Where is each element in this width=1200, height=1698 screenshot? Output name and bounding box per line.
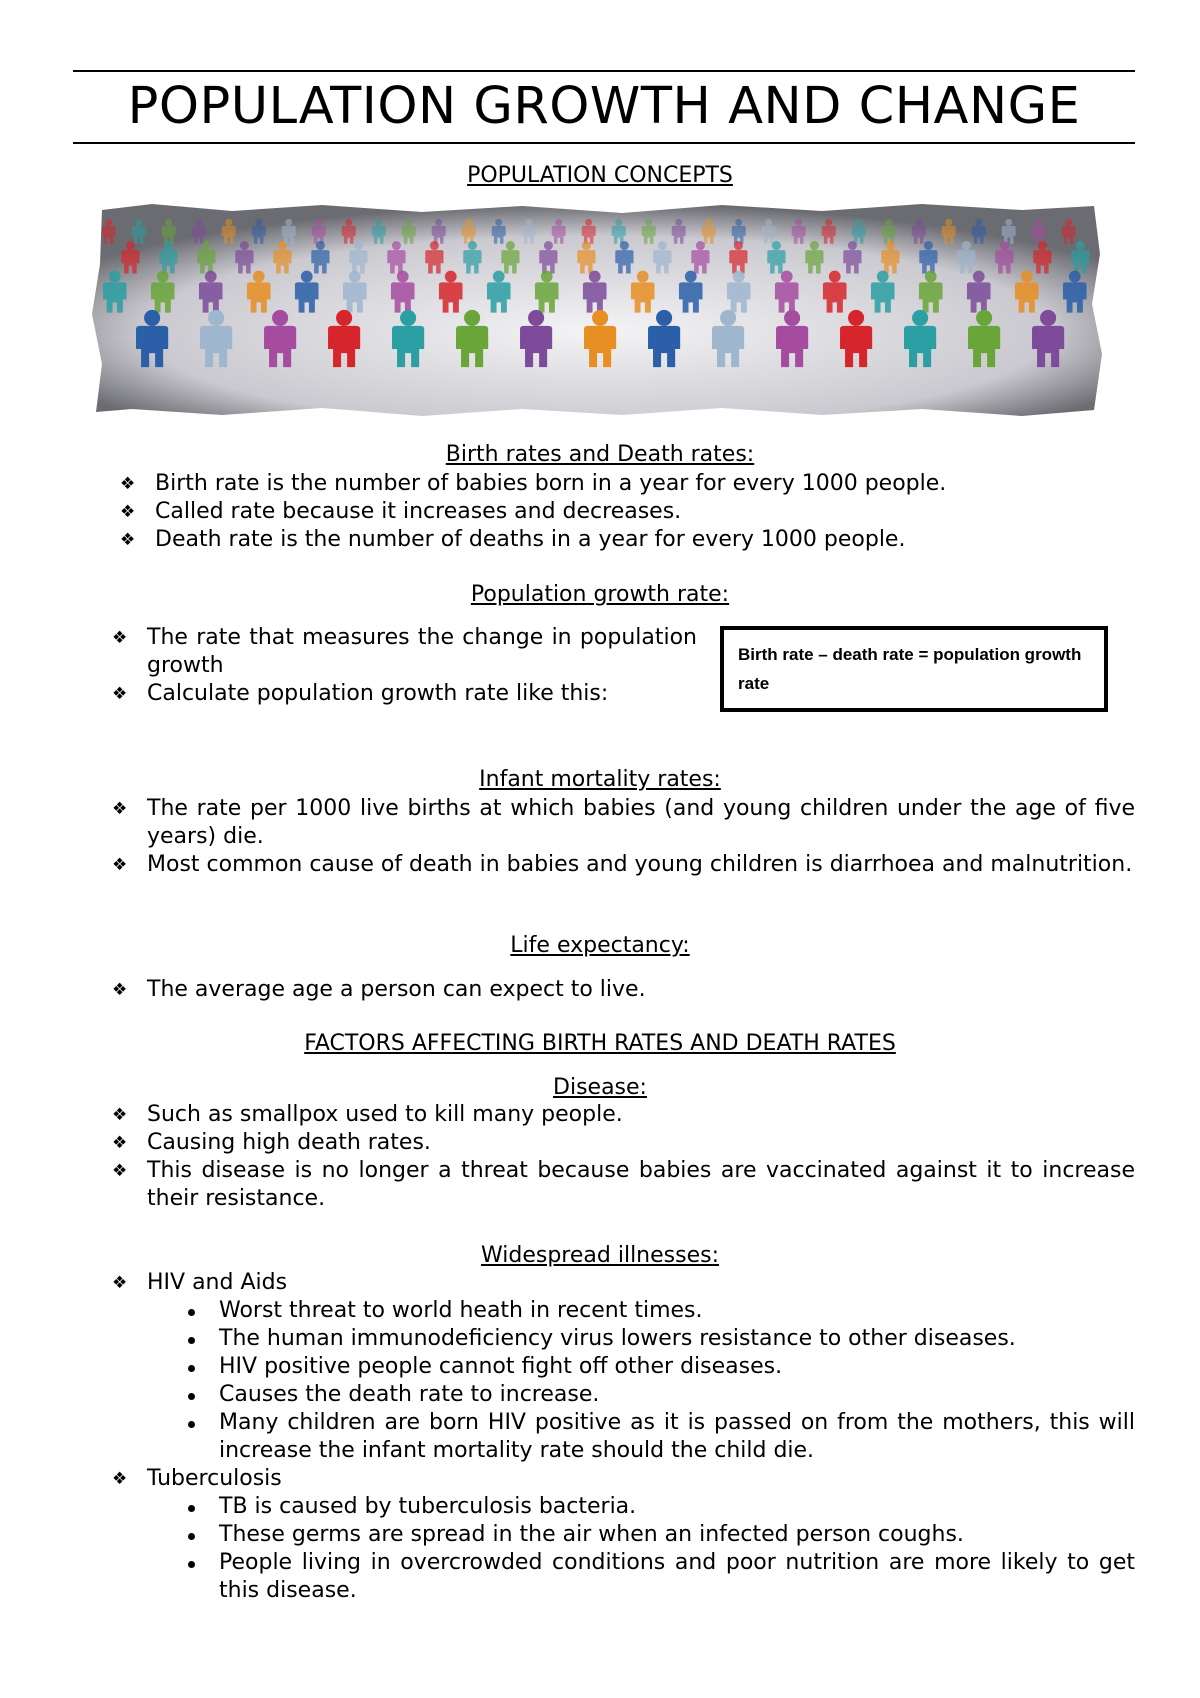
illnesses-list-tb [112, 1465, 1135, 1493]
list-item: People living in overcrowded conditions and poor nutrition are more likely to get this disease. [112, 1549, 1135, 1605]
section-heading-concepts: POPULATION CONCEPTS [467, 163, 733, 188]
growth-rate-list [112, 624, 697, 708]
diamond-bullet-icon: ❖ [120, 474, 136, 494]
heading-disease: Disease: [553, 1075, 647, 1100]
diamond-bullet-icon: ❖ [112, 1133, 128, 1153]
list-item: ❖ Such as smallpox used to kill many people. [112, 1102, 623, 1127]
diamond-bullet-icon: ❖ [112, 855, 128, 875]
list-item: ❖ The average age a person can expect to live. [112, 977, 646, 1002]
diamond-bullet-icon: ❖ [120, 502, 136, 522]
life-expectancy-list [112, 976, 1135, 1004]
diamond-bullet-icon: ❖ [112, 684, 128, 704]
list-item: ❖ Calculate population growth rate like this: [112, 681, 609, 706]
heading-growth-rate: Population growth rate: [470, 582, 730, 607]
disease-list [112, 1101, 1135, 1213]
diamond-bullet-icon: ❖ [112, 1273, 128, 1293]
list-item: HIV positive people cannot fight off other diseases. [112, 1353, 1135, 1381]
crowd-illustration [92, 204, 1104, 416]
diamond-bullet-icon: ❖ [120, 530, 136, 550]
heading-widespread-illnesses: Widespread illnesses: [481, 1243, 719, 1268]
list-item: ❖ Birth rate is the number of babies born in a year for every 1000 people. [120, 471, 947, 496]
list-item: ❖ Most common cause of death in babies and young children is diarrhoea and malnutrition. [112, 852, 1133, 877]
hiv-points-list [112, 1297, 1135, 1465]
diamond-bullet-icon: ❖ [112, 799, 128, 819]
heading-birth-death: Birth rates and Death rates: [445, 442, 755, 467]
list-item: The human immunodeficiency virus lowers resistance to other diseases. [112, 1325, 1135, 1353]
population-crowd-image [92, 204, 1104, 416]
tb-points-list [112, 1493, 1135, 1605]
heading-infant-mortality: Infant mortality rates: [479, 767, 721, 792]
list-item: TB is caused by tuberculosis bacteria. [112, 1493, 1135, 1521]
diamond-bullet-icon: ❖ [112, 1161, 128, 1181]
birth-death-list [120, 470, 1080, 554]
list-item: ❖ Death rate is the number of deaths in a year for every 1000 people. [120, 527, 906, 552]
list-item: Causes the death rate to increase. [112, 1381, 1135, 1409]
diamond-bullet-icon: ❖ [112, 628, 128, 648]
bullet-dot-icon [188, 1421, 195, 1428]
bullet-dot-icon [188, 1365, 195, 1372]
bullet-dot-icon [188, 1309, 195, 1316]
section-heading-factors: FACTORS AFFECTING BIRTH RATES AND DEATH RATES [304, 1031, 896, 1056]
illnesses-list [112, 1269, 1135, 1297]
heading-life-expectancy: Life expectancy: [510, 933, 690, 958]
formula-box: Birth rate – death rate = population growth rate [720, 626, 1108, 712]
list-item-tb: ❖ Tuberculosis [112, 1466, 282, 1491]
list-item: Many children are born HIV positive as it is passed on from the mothers, this will increase the infant mortality rate should the child die. [112, 1409, 1135, 1465]
bullet-dot-icon [188, 1337, 195, 1344]
infant-mortality-list [112, 795, 1135, 879]
document-title: POPULATION GROWTH AND CHANGE [73, 70, 1135, 144]
list-item: ❖ The rate that measures the change in population growth [112, 625, 697, 678]
list-item: ❖ This disease is no longer a threat because babies are vaccinated against it to increase their resistance. [112, 1158, 1135, 1211]
bullet-dot-icon [188, 1393, 195, 1400]
list-item: These germs are spread in the air when an infected person coughs. [112, 1521, 1135, 1549]
bullet-dot-icon [188, 1533, 195, 1540]
list-item: ❖ The rate per 1000 live births at which babies (and young children under the age of five years) die. [112, 796, 1135, 849]
bullet-dot-icon [188, 1505, 195, 1512]
bullet-dot-icon [188, 1561, 195, 1568]
diamond-bullet-icon: ❖ [112, 1105, 128, 1125]
diamond-bullet-icon: ❖ [112, 980, 128, 1000]
list-item-hiv: ❖ HIV and Aids [112, 1270, 288, 1295]
list-item: Worst threat to world heath in recent times. [112, 1297, 1135, 1325]
list-item: ❖ Causing high death rates. [112, 1130, 431, 1155]
list-item: ❖ Called rate because it increases and decreases. [120, 499, 682, 524]
diamond-bullet-icon: ❖ [112, 1469, 128, 1489]
